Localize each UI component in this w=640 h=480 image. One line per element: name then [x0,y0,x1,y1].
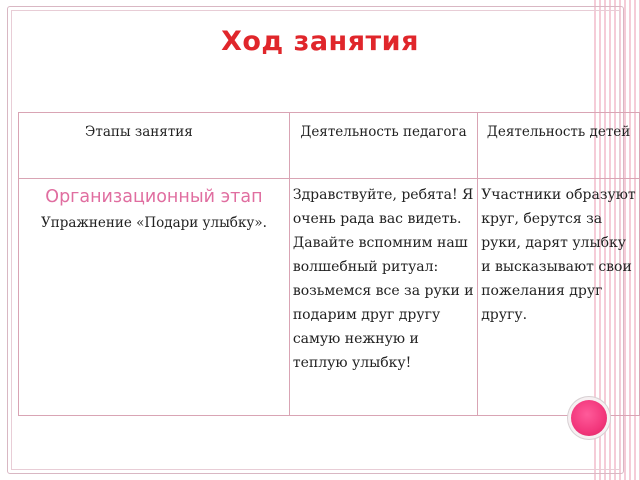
children-cell [478,179,640,416]
table-header-row [19,113,640,179]
stage-exercise: Упражнение «Подари улыбку». [40,215,267,231]
lesson-table [18,112,640,416]
stage-cell [19,179,290,416]
header-children-activity: Деятельность детей [478,113,640,179]
pink-circle-button[interactable] [571,400,607,436]
stage-title: Организационный этап [45,187,263,207]
header-teacher-activity: Деятельность педагога [289,113,477,179]
teacher-text: Здравствуйте, ребята! Я очень рада вас видеть. Давайте вспомним наш волшебный ритуал: возьмемся все за руки и подарим друг другу самую нежную и теплую улыбку! [292,187,474,371]
teacher-cell [289,179,477,416]
slide-title: Ход занятия [221,26,419,57]
header-stages: Этапы занятия [19,113,290,179]
table-row [19,179,640,416]
children-text: Участники образуют круг, берутся за руки, дарят улыбку и высказывают свои пожелания друг другу. [481,187,636,323]
